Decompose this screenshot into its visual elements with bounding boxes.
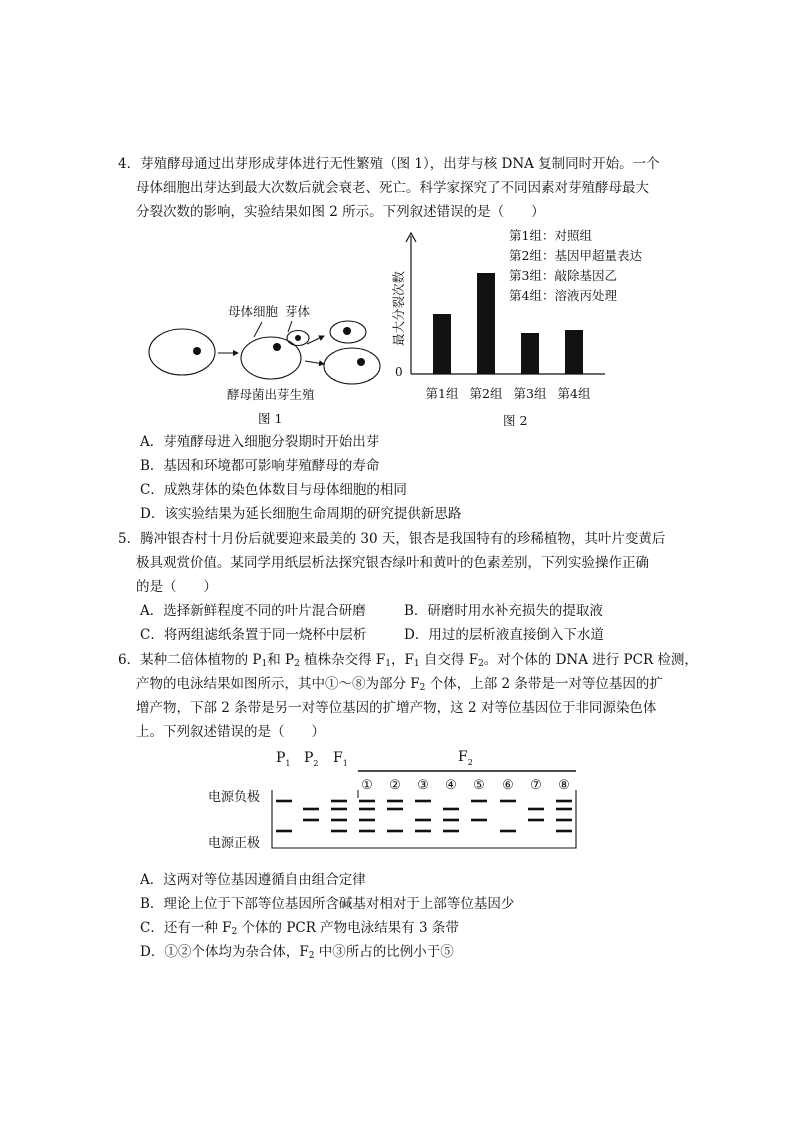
bar-group-4 [565,330,583,374]
bar-group-3 [521,333,539,374]
q5-stem-line-2: 极具观赏价值。某同学用纸层析法探究银杏绿叶和黄叶的色素差别，下列实验操作正确 [136,555,649,571]
gel-band [359,819,375,822]
mother-cell-2 [241,337,301,379]
bar-group-2 [477,273,495,374]
gel-band [500,830,516,833]
q6-option-a[interactable]: A．这两对等位基因遵循自由组合定律 [140,872,366,888]
q6-stem-line-4: 上。下列叙述错误的是（ ） [136,724,325,740]
x-tick-label-3: 第3组 [513,386,547,401]
f2-lane-number-2: ② [389,778,401,793]
q5-option-c[interactable]: C．将两组滤纸条置于同一烧杯中层析 [140,627,367,643]
gel-band [415,819,431,822]
gel-band [331,819,347,822]
legend-group-4: 第4组：溶液丙处理 [509,288,617,303]
f2-label: $F_2$ [458,749,473,767]
x-tick-label-2: 第2组 [469,386,503,401]
lane-label-p2: $P_2$ [304,750,319,768]
gel-band [556,800,572,803]
q6-option-c[interactable]: C．还有一种 $F_2$ 个体的 PCR 产物电泳结果有 3 条带 [140,920,459,937]
q5-option-a[interactable]: A．选择新鲜程度不同的叶片混合研磨 [140,603,366,619]
mother-cell-1 [149,329,215,375]
q4-option-d[interactable]: D．该实验结果为延长细胞生命周期的研究提供新思路 [140,506,462,522]
q6-option-d[interactable]: D．①②个体均为杂合体，$F_2$ 中③所占的比例小于⑤ [140,944,454,961]
lane-label-p1: $P_1$ [276,750,291,768]
label-bud: 芽体 [285,304,311,319]
gel-band [387,800,403,803]
gel-band [556,808,572,811]
gel-band [415,830,431,833]
gel-band [276,830,292,833]
q4-option-a[interactable]: A．芽殖酵母进入细胞分裂期时开始出芽 [140,434,380,450]
q6-stem-line-1: 6．某种二倍体植物的 $P_1$和 $P_2$ 植株杂交得 $F_1$，$F_1$ 自交得 $F_2$。对个体的 DNA 进行 PCR 检测， [118,652,698,669]
y-axis-label: 最大分裂次数 [391,270,406,346]
bar-group-1 [433,314,451,374]
figure-2-bar-chart [385,228,655,433]
gel-band [276,800,292,803]
f2-lane-number-7: ⑦ [530,778,542,793]
gel-band [331,800,347,803]
q4-option-b[interactable]: B．基因和环境都可影响芽殖酵母的寿命 [140,458,380,474]
f2-lane-number-5: ⑤ [473,778,485,793]
f2-lane-number-8: ⑧ [558,778,570,793]
fig1-inner-caption: 酵母菌出芽生殖 [227,387,315,402]
gel-band [443,819,459,822]
gel-band [556,830,572,833]
x-tick-label-1: 第1组 [425,386,459,401]
gel-band [443,830,459,833]
f2-lane-number-1: ① [361,778,373,793]
q5-option-d[interactable]: D．用过的层析液直接倒入下水道 [404,627,604,643]
q5-stem-line-3: 的是（ ） [136,579,217,595]
gel-band [331,808,347,811]
gel-band [471,800,487,803]
q4-option-c[interactable]: C．成熟芽体的染色体数目与母体细胞的相同 [140,482,407,498]
gel-band [359,830,375,833]
x-tick-label-4: 第4组 [557,386,591,401]
gel-band [443,808,459,811]
q4-stem-line-3: 分裂次数的影响，实验结果如图 2 所示。下列叙述错误的是（ ） [136,204,545,220]
gel-band [500,800,516,803]
label-mother-cell: 母体细胞 [228,304,279,319]
figure-1-budding-diagram [140,290,390,430]
gel-band [303,819,319,822]
legend-group-2: 第2组：基因甲超量表达 [509,248,642,263]
gel-band [303,808,319,811]
gel-band [528,819,544,822]
q5-option-b[interactable]: B．研磨时用水补充损失的提取液 [404,603,603,619]
f2-lane-number-4: ④ [445,778,457,793]
q4-stem-line-1: 4．芽殖酵母通过出芽形成芽体进行无性繁殖（图 1），出芽与核 DNA 复制同时开始。一个 [118,156,660,172]
legend-group-3: 第3组：敲除基因乙 [509,268,617,283]
gel-band [528,808,544,811]
q4-stem-line-2: 母体细胞出芽达到最大次数后就会衰老、死亡。科学家探究了不同因素对芽殖酵母最大 [136,180,649,196]
y-zero-label: 0 [395,365,403,379]
gel-band [331,830,347,833]
f2-lane-number-3: ③ [417,778,429,793]
figure-gel-electrophoresis [200,742,590,858]
q6-stem-line-3: 增产物，下部 2 条带是另一对等位基因的扩增产物，这 2 对等位基因位于非同源染色体 [136,700,657,716]
gel-band [556,819,572,822]
gel-band [359,808,375,811]
f2-lane-number-6: ⑥ [502,778,514,793]
q6-option-b[interactable]: B．理论上位于下部等位基因所含碱基对相对于上部等位基因少 [140,896,515,912]
fig1-caption: 图 1 [258,411,283,426]
gel-band [387,830,403,833]
label-negative-pole: 电源负极 [208,790,261,805]
lane-label-f1: $F_1$ [333,750,348,768]
q6-stem-line-2: 产物的电泳结果如图所示，其中①～⑧为部分 $F_2$ 个体，上部 2 条带是一对等位基因的扩 [136,676,663,693]
gel-band [415,800,431,803]
gel-band [387,808,403,811]
fig2-caption: 图 2 [503,413,528,428]
legend-group-1: 第1组：对照组 [509,228,592,243]
gel-band [471,819,487,822]
label-positive-pole: 电源正极 [208,836,261,851]
gel-band [359,800,375,803]
q5-stem-line-1: 5．腾冲银杏村十月份后就要迎来最美的 30 天，银杏是我国特有的珍稀植物，其叶片变黄后 [118,531,666,547]
daughter-cell [324,348,380,384]
